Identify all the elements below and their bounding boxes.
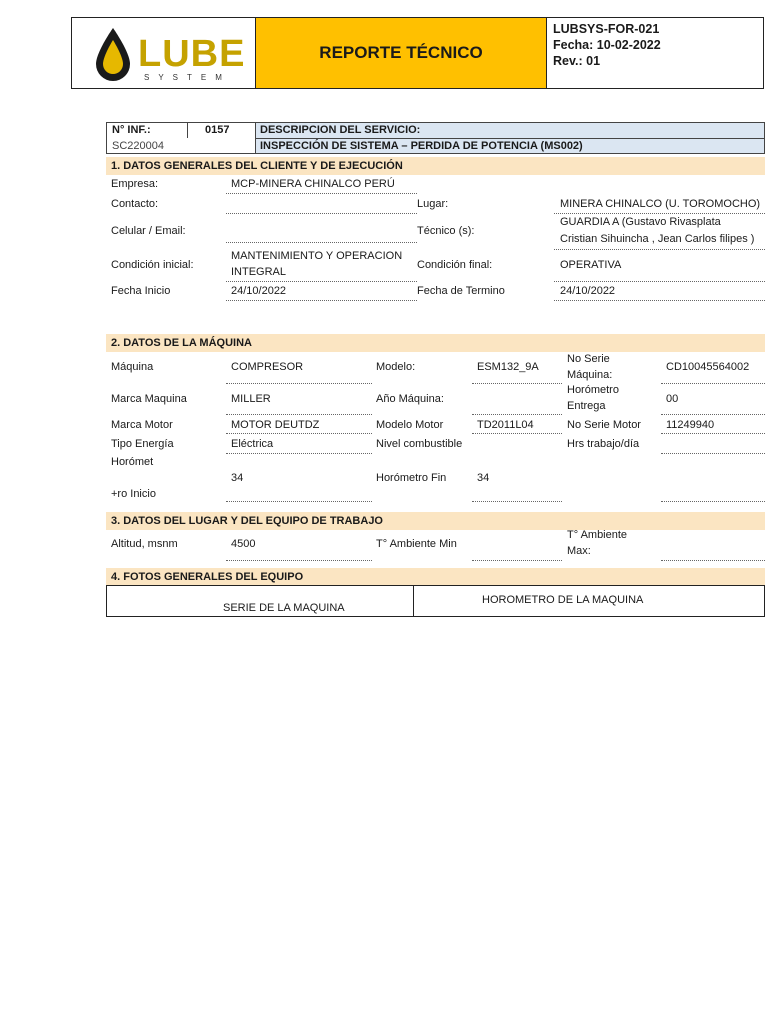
fecha-termino-value: 24/10/2022 <box>560 285 616 297</box>
section-2-header: 2. DATOS DE LA MÁQUINA <box>106 334 765 352</box>
condicion-final-label: Condición final: <box>417 259 493 271</box>
serie-maquina-value: CD10045564002 <box>666 361 750 373</box>
section-3-header: 3. DATOS DEL LUGAR Y DEL EQUIPO DE TRABAJO <box>106 512 765 530</box>
report-number-label: N° INF.: <box>112 124 151 136</box>
horometro-entrega-label-line1: Horómetro <box>567 384 619 396</box>
report-info-box <box>106 122 765 154</box>
photo-table <box>106 585 765 617</box>
horometro-entrega-label-line2: Entrega <box>567 400 606 412</box>
company-logo <box>72 18 256 88</box>
tecnico-value-line1: GUARDIA A (Gustavo Rivasplata <box>560 216 721 228</box>
report-title: REPORTE TÉCNICO <box>256 18 547 88</box>
horometro-inicio-label-line1: Horómet <box>111 456 154 468</box>
celular-label: Celular / Email: <box>111 225 186 237</box>
temp-max-label-line2: Max: <box>567 545 591 557</box>
modelo-label: Modelo: <box>376 361 416 373</box>
section-4-header: 4. FOTOS GENERALES DEL EQUIPO <box>106 568 765 586</box>
lugar-value: MINERA CHINALCO (U. TOROMOCHO) <box>560 198 761 210</box>
tecnico-value-line2: Cristian Sihuincha , Jean Carlos filipes ) <box>560 233 755 245</box>
anio-maquina-label: Año Máquina: <box>376 393 444 405</box>
tecnico-label: Técnico (s): <box>417 225 475 237</box>
condicion-inicial-value-line2: INTEGRAL <box>231 266 287 278</box>
temp-min-label: T° Ambiente Min <box>376 538 457 550</box>
modelo-value: ESM132_9A <box>477 361 539 373</box>
marca-maquina-label: Marca Maquina <box>111 393 187 405</box>
logo-wordmark: LUBE <box>138 33 246 75</box>
horometro-inicio-value: 34 <box>231 472 244 484</box>
condicion-final-value: OPERATIVA <box>560 259 622 271</box>
serie-maquina-label-line1: No Serie <box>567 353 610 365</box>
serie-motor-label: No Serie Motor <box>567 419 641 431</box>
logo-subtitle: SYSTEM <box>144 73 231 82</box>
document-meta <box>547 18 763 88</box>
serie-maquina-label-line2: Máquina: <box>567 369 613 381</box>
document-revision: Rev.: 01 <box>553 54 601 68</box>
condicion-inicial-value-line1: MANTENIMIENTO Y OPERACION <box>231 250 403 262</box>
photo-column-serie-title: SERIE DE LA MAQUINA <box>223 602 345 614</box>
horometro-inicio-label-line2: +ro Inicio <box>111 488 156 500</box>
tipo-energia-value: Eléctrica <box>231 438 274 450</box>
horometro-entrega-value: 00 <box>666 393 679 405</box>
maquina-label: Máquina <box>111 361 154 373</box>
modelo-motor-value: TD2011L04 <box>477 419 534 431</box>
document-date: Fecha: 10-02-2022 <box>553 38 661 52</box>
contacto-label: Contacto: <box>111 198 159 210</box>
nivel-combustible-label: Nivel combustible <box>376 438 463 450</box>
horometro-fin-label: Horómetro Fin <box>376 472 447 484</box>
fecha-inicio-value: 24/10/2022 <box>231 285 287 297</box>
report-header <box>71 17 764 89</box>
condicion-inicial-label: Condición inicial: <box>111 259 194 271</box>
empresa-value: MCP-MINERA CHINALCO PERÚ <box>231 178 395 190</box>
horometro-fin-value: 34 <box>477 472 490 484</box>
service-description-label: DESCRIPCION DEL SERVICIO: <box>260 124 421 136</box>
section-1-header: 1. DATOS GENERALES DEL CLIENTE Y DE EJECUCIÓN <box>106 157 765 175</box>
tipo-energia-label: Tipo Energía <box>111 438 174 450</box>
fecha-inicio-label: Fecha Inicio <box>111 285 171 297</box>
hrs-trabajo-label: Hrs trabajo/día <box>567 438 640 450</box>
maquina-value: COMPRESOR <box>231 361 304 373</box>
altitud-value: 4500 <box>231 538 256 550</box>
marca-motor-value: MOTOR DEUTDZ <box>231 419 320 431</box>
photo-column-horometro <box>414 586 764 616</box>
altitud-label: Altitud, msnm <box>111 538 178 550</box>
lugar-label: Lugar: <box>417 198 449 210</box>
service-code: SC220004 <box>112 140 164 152</box>
oil-drop-icon <box>92 26 134 84</box>
marca-maquina-value: MILLER <box>231 393 271 405</box>
photo-column-horometro-title: HOROMETRO DE LA MAQUINA <box>482 594 644 606</box>
modelo-motor-label: Modelo Motor <box>376 419 444 431</box>
marca-motor-label: Marca Motor <box>111 419 173 431</box>
photo-column-serie <box>107 586 414 616</box>
service-description-value: INSPECCIÓN DE SISTEMA – PERDIDA DE POTENCIA (MS002) <box>260 140 583 152</box>
document-code: LUBSYS-FOR-021 <box>553 22 660 36</box>
empresa-label: Empresa: <box>111 178 159 190</box>
serie-motor-value: 11249940 <box>666 419 715 431</box>
fecha-termino-label: Fecha de Termino <box>417 285 505 297</box>
report-number-value: 0157 <box>205 124 230 136</box>
temp-max-label-line1: T° Ambiente <box>567 529 628 541</box>
